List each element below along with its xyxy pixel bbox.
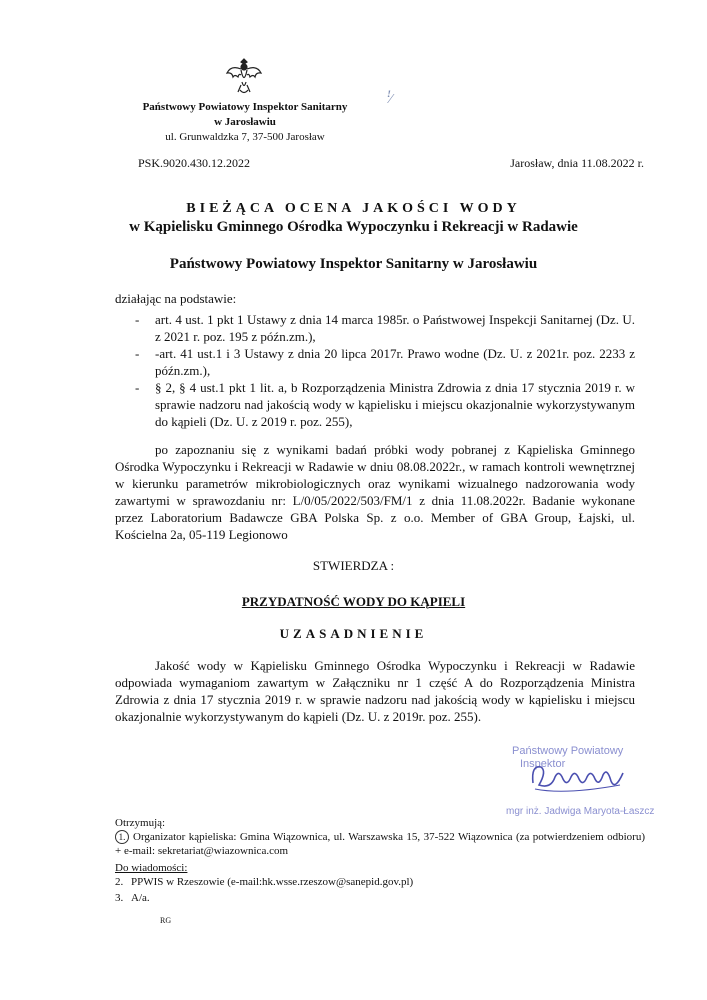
- justification-paragraph: Jakość wody w Kąpielisku Gminnego Ośrodka Wypoczynku i Rekreacji w Radawie odpowiada wymaganiom zawartym w Załączniku nr 1 część A do Rozporządzenia Ministra Zdrowia z dnia 17 stycznia 2019 r. w sprawie nadzoru nad jakością wody w kąpielisku i miejscu okazjonalnie wykorzystywanym do kąpieli (Dz. U. z 2019r. poz. 255).: [115, 658, 635, 724]
- legal-basis-list: [135, 311, 635, 430]
- polish-eagle-emblem-icon: [223, 55, 265, 97]
- reference-number: PSK.9020.430.12.2022: [138, 156, 251, 170]
- issuer-location: w Jarosławiu: [214, 116, 276, 128]
- recipient-item: 1. Organizator kąpieliska: Gmina Wiązownica, ul. Warszawska 15, 37-522 Wiązownica (za potwierdzeniem odbioru) + e-mail: sekretariat@wiazownica.com: [115, 831, 645, 857]
- stamp-line-1: Państwowy Powiatowy: [512, 745, 624, 757]
- info-item: 2. PPWIS w Rzeszowie (e-mail:hk.wsse.rzeszow@sanepid.gov.pl): [115, 876, 414, 888]
- findings-paragraph: po zapoznaniu się z wynikami badań próbki wody pobranej z Kąpieliska Gminnego Ośrodka Wypoczynku i Rekreacji w Radawie w dniu 08.08.2022r., w ramach kontroli wewnętrznej w kierunku parametrów mikrobiologicznych oraz wynikami wizualnego nadzorowania wody zawartymi w sprawozdaniu nr: L/0/05/2022/503/FM/1 z dnia 11.08.2022r. Badanie wykonane przez Laboratorium Badawcze GBA Polska Sp. z o.o. Member of GBA Group, Łajski, ul. Kościelna 2a, 05-119 Legionowo: [115, 442, 635, 542]
- document-date: Jarosław, dnia 11.08.2022 r.: [510, 156, 644, 170]
- stwierdza-heading: STWIERDZA :: [312, 558, 395, 573]
- legal-basis-item: - -art. 41 ust.1 i 3 Ustawy z dnia 20 lipca 2017r. Prawo wodne (Dz. U. z 2021r. poz. 2233 z późn.zm.),: [135, 346, 635, 378]
- legal-basis-item: - art. 4 ust. 1 pkt 1 Ustawy z dnia 14 marca 1985r. o Państwowej Inspekcji Sanitarnej (Dz. U. z 2021 r. poz. 195 z późn.zm.),: [135, 312, 635, 344]
- authority-heading: Państwowy Powiatowy Inspektor Sanitarny w Jarosławiu: [169, 256, 538, 272]
- issuer-address: ul. Grunwaldzka 7, 37-500 Jarosław: [165, 131, 325, 143]
- recipient-number: 1.: [115, 830, 129, 844]
- document-title: BIEŻĄCA OCENA JAKOŚCI WODY: [186, 201, 521, 216]
- info-item: 3. A/a.: [115, 892, 150, 904]
- legal-basis-intro: działając na podstawie:: [115, 291, 237, 306]
- legal-basis-item: - § 2, § 4 ust.1 pkt 1 lit. a, b Rozporządzenia Ministra Zdrowia z dnia 17 stycznia 2019 r. w sprawie nadzoru nad jakością wody w kąpielisku i miejscu okazjonalnie wykorzystywanym do kąpieli (Dz. U. z 2019 r. poz. 255),: [135, 380, 635, 429]
- recipients-label: Otrzymują:: [115, 817, 166, 829]
- info-label: Do wiadomości:: [115, 862, 188, 874]
- document-subtitle: w Kąpielisku Gminnego Ośrodka Wypoczynku i Rekreacji w Radawie: [129, 219, 578, 235]
- verdict-heading: PRZYDATNOŚĆ WODY DO KĄPIELI: [241, 594, 466, 609]
- stamp-line-2: Inspektor: [520, 758, 566, 770]
- justification-heading: UZASADNIENIE: [279, 626, 428, 641]
- stamp-line-3: mgr inż. Jadwiga Maryota-Łaszcz: [506, 806, 655, 817]
- author-initials: RG: [160, 916, 172, 925]
- issuer-header: [95, 100, 395, 145]
- handwritten-signature: [525, 755, 630, 800]
- handwritten-mark: ꜝ⁄: [385, 92, 392, 107]
- issuer-name: Państwowy Powiatowy Inspektor Sanitarny: [142, 101, 348, 113]
